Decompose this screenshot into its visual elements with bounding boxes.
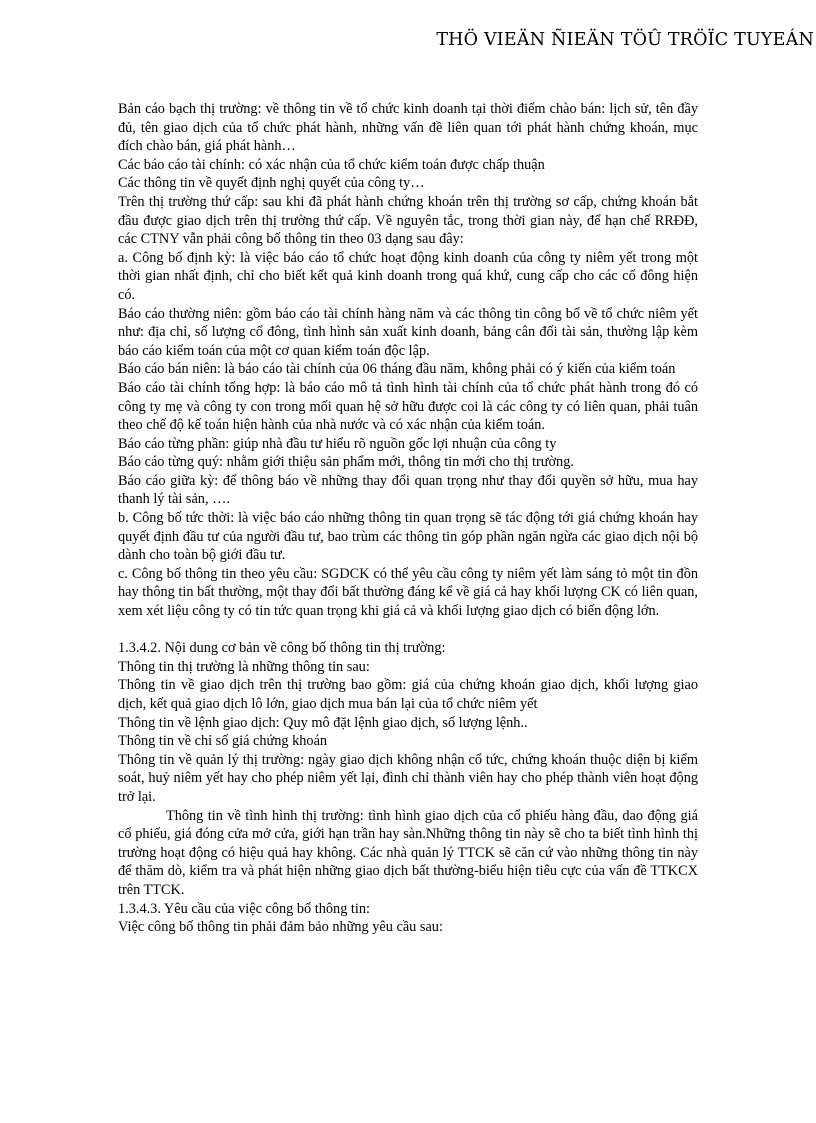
paragraph: Thông tin về chỉ số giá chứng khoán: [118, 733, 328, 750]
paragraph: Báo cáo giữa kỳ: để thông báo về những thay đổi quan trọng như thay đổi quyền sở hữu, mua hay thanh lý tài sản, ….: [118, 472, 698, 508]
paragraph: c. Công bố thông tin theo yêu cầu: SGDCK có thể yêu cầu công ty niêm yết làm sáng tỏ một tin đồn hay thông tin bất thường, một thay đổi bất thường đáng kể về giá cả hay khối lượng CK có liên quan, xem xét liệu công ty có tin tức quan trọng khi giá cả và khối lượng giao dịch có biến động lớn.: [118, 565, 698, 620]
paragraph: Báo cáo từng phần: giúp nhà đầu tư hiểu rõ nguồn gốc lợi nhuận của công ty: [118, 435, 557, 452]
paragraph: a. Công bố định kỳ: là việc báo cáo tổ chức hoạt động kinh doanh của công ty niêm yết trong một thời gian nhất định, chỉ cho biết kết quả kinh doanh trong quá khứ, cung cấp cho các cổ đông hiện có.: [118, 249, 698, 303]
paragraph: Thông tin về giao dịch trên thị trường bao gồm: giá của chứng khoán giao dịch, khối lượng giao dịch, kết quả giao dịch lô lớn, giao dịch mua bán lại của tổ chức niêm yết: [118, 677, 698, 712]
document-body: [118, 100, 698, 937]
paragraph: Bản cáo bạch thị trường: về thông tin về tổ chức kinh doanh tại thời điểm chào bán: lịch sử, tên đầy đủ, tên giao dịch của tổ chức phát hành, những vấn đề liên quan tới phát hành chứng khoán, mục đích chào bán, giá phát hành…: [118, 101, 698, 155]
indented-paragraph: Thông tin về tình hình thị trường: tình hình giao dịch của cổ phiếu hàng đầu, dao động giá cổ phiếu, giá đóng cửa mở cửa, giới hạn trần hay sàn.Những thông tin này sẽ cho ta biết tình hình thị trường hoạt động có hiệu quả hay không. Các nhà quản lý TTCK sẽ căn cứ vào những thông tin này để thăm dò, kiểm tra và phát hiện những giao dịch bất thường-biểu hiện tiêu cực của vấn đề TTKCX trên TTCK.: [118, 807, 698, 898]
paragraph: Trên thị trường thứ cấp: sau khi đã phát hành chứng khoán trên thị trường sơ cấp, chứng khoán bắt đầu được giao dịch trên thị trường thứ cấp. Về nguyên tắc, trong thời gian này, để hạn chế RRĐĐ, các CTNY vẫn phải công bố thông tin theo 03 dạng sau đây:: [118, 193, 698, 248]
page-header: THÖ VIEÄN ÑIEÄN TÖÛ TRÖÏC TUYEÁN: [436, 30, 814, 50]
paragraph: Báo cáo thường niên: gồm báo cáo tài chính hàng năm và các thông tin công bố về tổ chức niêm yết như: địa chỉ, số lượng cổ đông, tình hình sản xuất kinh doanh, bảng cân đối tài sản, thường lập kèm báo cáo kiểm toán của một cơ quan kiểm toán độc lập.: [118, 305, 698, 359]
paragraph: Các thông tin về quyết định nghị quyết của công ty…: [118, 175, 425, 192]
paragraph: Thông tin thị trường là những thông tin sau:: [118, 658, 370, 675]
paragraph-spacer: [118, 621, 698, 640]
paragraph: Các báo cáo tài chính: có xác nhận của tổ chức kiểm toán được chấp thuận: [118, 156, 545, 173]
section-heading: 1.3.4.3. Yêu cầu của việc công bố thông tin:: [118, 900, 370, 917]
paragraph: b. Công bố tức thời: là việc báo cáo những thông tin quan trọng sẽ tác động tới giá chứng khoán hay quyết định đầu tư của người đầu tư, bao trùm các thông tin góp phần ngăn ngừa các giao dịch nội bộ dành cho toàn bộ giới đầu tư.: [118, 510, 698, 564]
paragraph: Báo cáo từng quý: nhằm giới thiệu sản phẩm mới, thông tin mới cho thị trường.: [118, 454, 574, 471]
section-heading: 1.3.4.2. Nội dung cơ bản về công bố thông tin thị trường:: [118, 640, 446, 657]
paragraph: Thông tin về quản lý thị trường: ngày giao dịch không nhận cổ tức, chứng khoán thuộc diện bị kiểm soát, huỷ niêm yết hay cho phép niêm yết lại, đình chỉ thành viên hay cho phép thành viên hoạt động trở lại.: [118, 751, 698, 805]
paragraph: Việc công bố thông tin phải đảm bảo những yêu cầu sau:: [118, 919, 443, 936]
paragraph: Báo cáo tài chính tổng hợp: là báo cáo mô tả tình hình tài chính của tổ chức phát hành trong đó có công ty mẹ và công ty con trong mối quan hệ sở hữu được coi là các công ty có liên quan, phải tuân theo chế độ kế toán hiện hành của nhà nước và có xác nhận của kiểm toán.: [118, 379, 698, 434]
paragraph: Thông tin về lệnh giao dịch: Quy mô đặt lệnh giao dịch, số lượng lệnh..: [118, 714, 528, 731]
paragraph: Báo cáo bán niên: là báo cáo tài chính của 06 tháng đầu năm, không phải có ý kiến của kiểm toán: [118, 361, 676, 378]
